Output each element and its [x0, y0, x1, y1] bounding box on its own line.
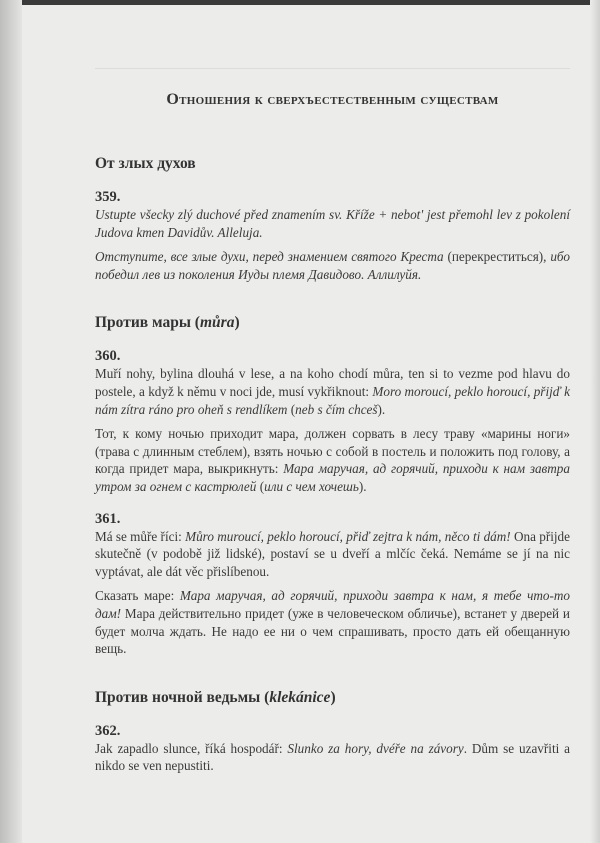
book-gutter-shadow: [0, 0, 22, 843]
czech-text: Moro moroucí, peklo horoucí, přijď k nám zítra ráno pro oheň s rendlíkem: [95, 383, 570, 417]
czech-text: ).: [377, 401, 386, 417]
section-heading: [95, 313, 570, 333]
czech-text: Můro muroucí, peklo horoucí, přiď zejtra k nám, něco ti dám!: [185, 528, 511, 544]
entry-czech: [95, 740, 570, 775]
czech-text: neb s čím chceš: [295, 401, 378, 417]
page-body: [95, 0, 570, 809]
heading-text: Против мары (: [95, 314, 200, 332]
entry-czech: [95, 365, 570, 418]
russian-text: Мара маручая, ад горячий, приходи к нам завтра утром за огнем с кастрюлей: [95, 461, 570, 494]
czech-text: . Dům se uzavřiti a nikdo se ven nepustiti.: [95, 740, 570, 774]
heading-italic: můra: [199, 314, 235, 332]
heading-text: Против ночной ведьмы (: [95, 688, 270, 706]
entry-czech: [95, 206, 570, 241]
russian-text: Мара действительно придет (уже в человеческом обличье), встанет у дверей и будет молча ждать. Не надо ее ни о чем спрашивать, просто дать ей обещанную вещь.: [95, 605, 570, 657]
czech-text: Má se můře říci:: [95, 528, 186, 544]
page-edge-shadow: [590, 0, 600, 843]
czech-text: Ona přijde skutečně (v podobě již lidské), postaví se u dveří a mlčíc čeká. Nemáme se jí na nic vyptávat, ale dát věc přislíbenou.: [95, 528, 570, 579]
czech-text: Muří nohy, bylina dlouhá v lese, a na koho chodí můra, ten si to vezme pod hlavu do postele, a když k němu v noci jde, musí vykřiknout:: [95, 366, 570, 399]
czech-text: Ustupte všecky zlý duchové před znamením sv. Kříže + nebot' jest přemohl lev z pokolení Judova kmen Davidův. Alleluja.: [95, 207, 570, 240]
heading-text: ): [330, 688, 336, 706]
entry-number: 360.: [95, 348, 121, 365]
russian-text: Сказать маре:: [95, 588, 180, 604]
czech-text: Slunko za hory, dvéře na závory: [287, 740, 464, 756]
page-title: Отношения к сверхъестественным существам: [166, 91, 499, 108]
heading-italic: klekánice: [269, 688, 331, 706]
russian-text: (перекреститься),: [443, 249, 551, 265]
czech-text: Jak zapadlo slunce, říká hospodář:: [95, 740, 288, 756]
russian-text: ибо победил лев из поколения Иуды племя Давидово. Аллилуйя.: [95, 249, 570, 282]
entry-number: 362.: [95, 722, 121, 739]
entry-russian: [95, 248, 570, 283]
heading-text: ): [234, 314, 240, 332]
russian-text: Мара маручая, ад горячий, приходи завтра к нам, я тебе что-то дам!: [95, 588, 571, 621]
entry-russian: [95, 425, 570, 495]
entry-number: 359.: [95, 189, 121, 205]
russian-text: Тот, к кому ночью приходит мара, должен сорвать в лесу траву «марины ноги» (трава с длинным стеблем), взять ночью с собой в постель и положить под голову, а когда придет мара, выкрикнуть:: [95, 426, 570, 477]
entry-czech: [95, 528, 570, 581]
russian-text: Отступите, все злые духи, перед знамением святого Креста: [95, 249, 444, 265]
russian-text: ).: [358, 478, 367, 494]
entry-number: 361.: [95, 510, 121, 527]
section-heading: [95, 154, 570, 174]
russian-text: (: [256, 478, 265, 494]
section-heading: [95, 688, 570, 708]
heading-text: От злых духов: [95, 155, 196, 172]
entry-russian: [95, 587, 570, 657]
czech-text: (: [287, 401, 296, 417]
russian-text: или с чем хочешь: [264, 478, 359, 494]
